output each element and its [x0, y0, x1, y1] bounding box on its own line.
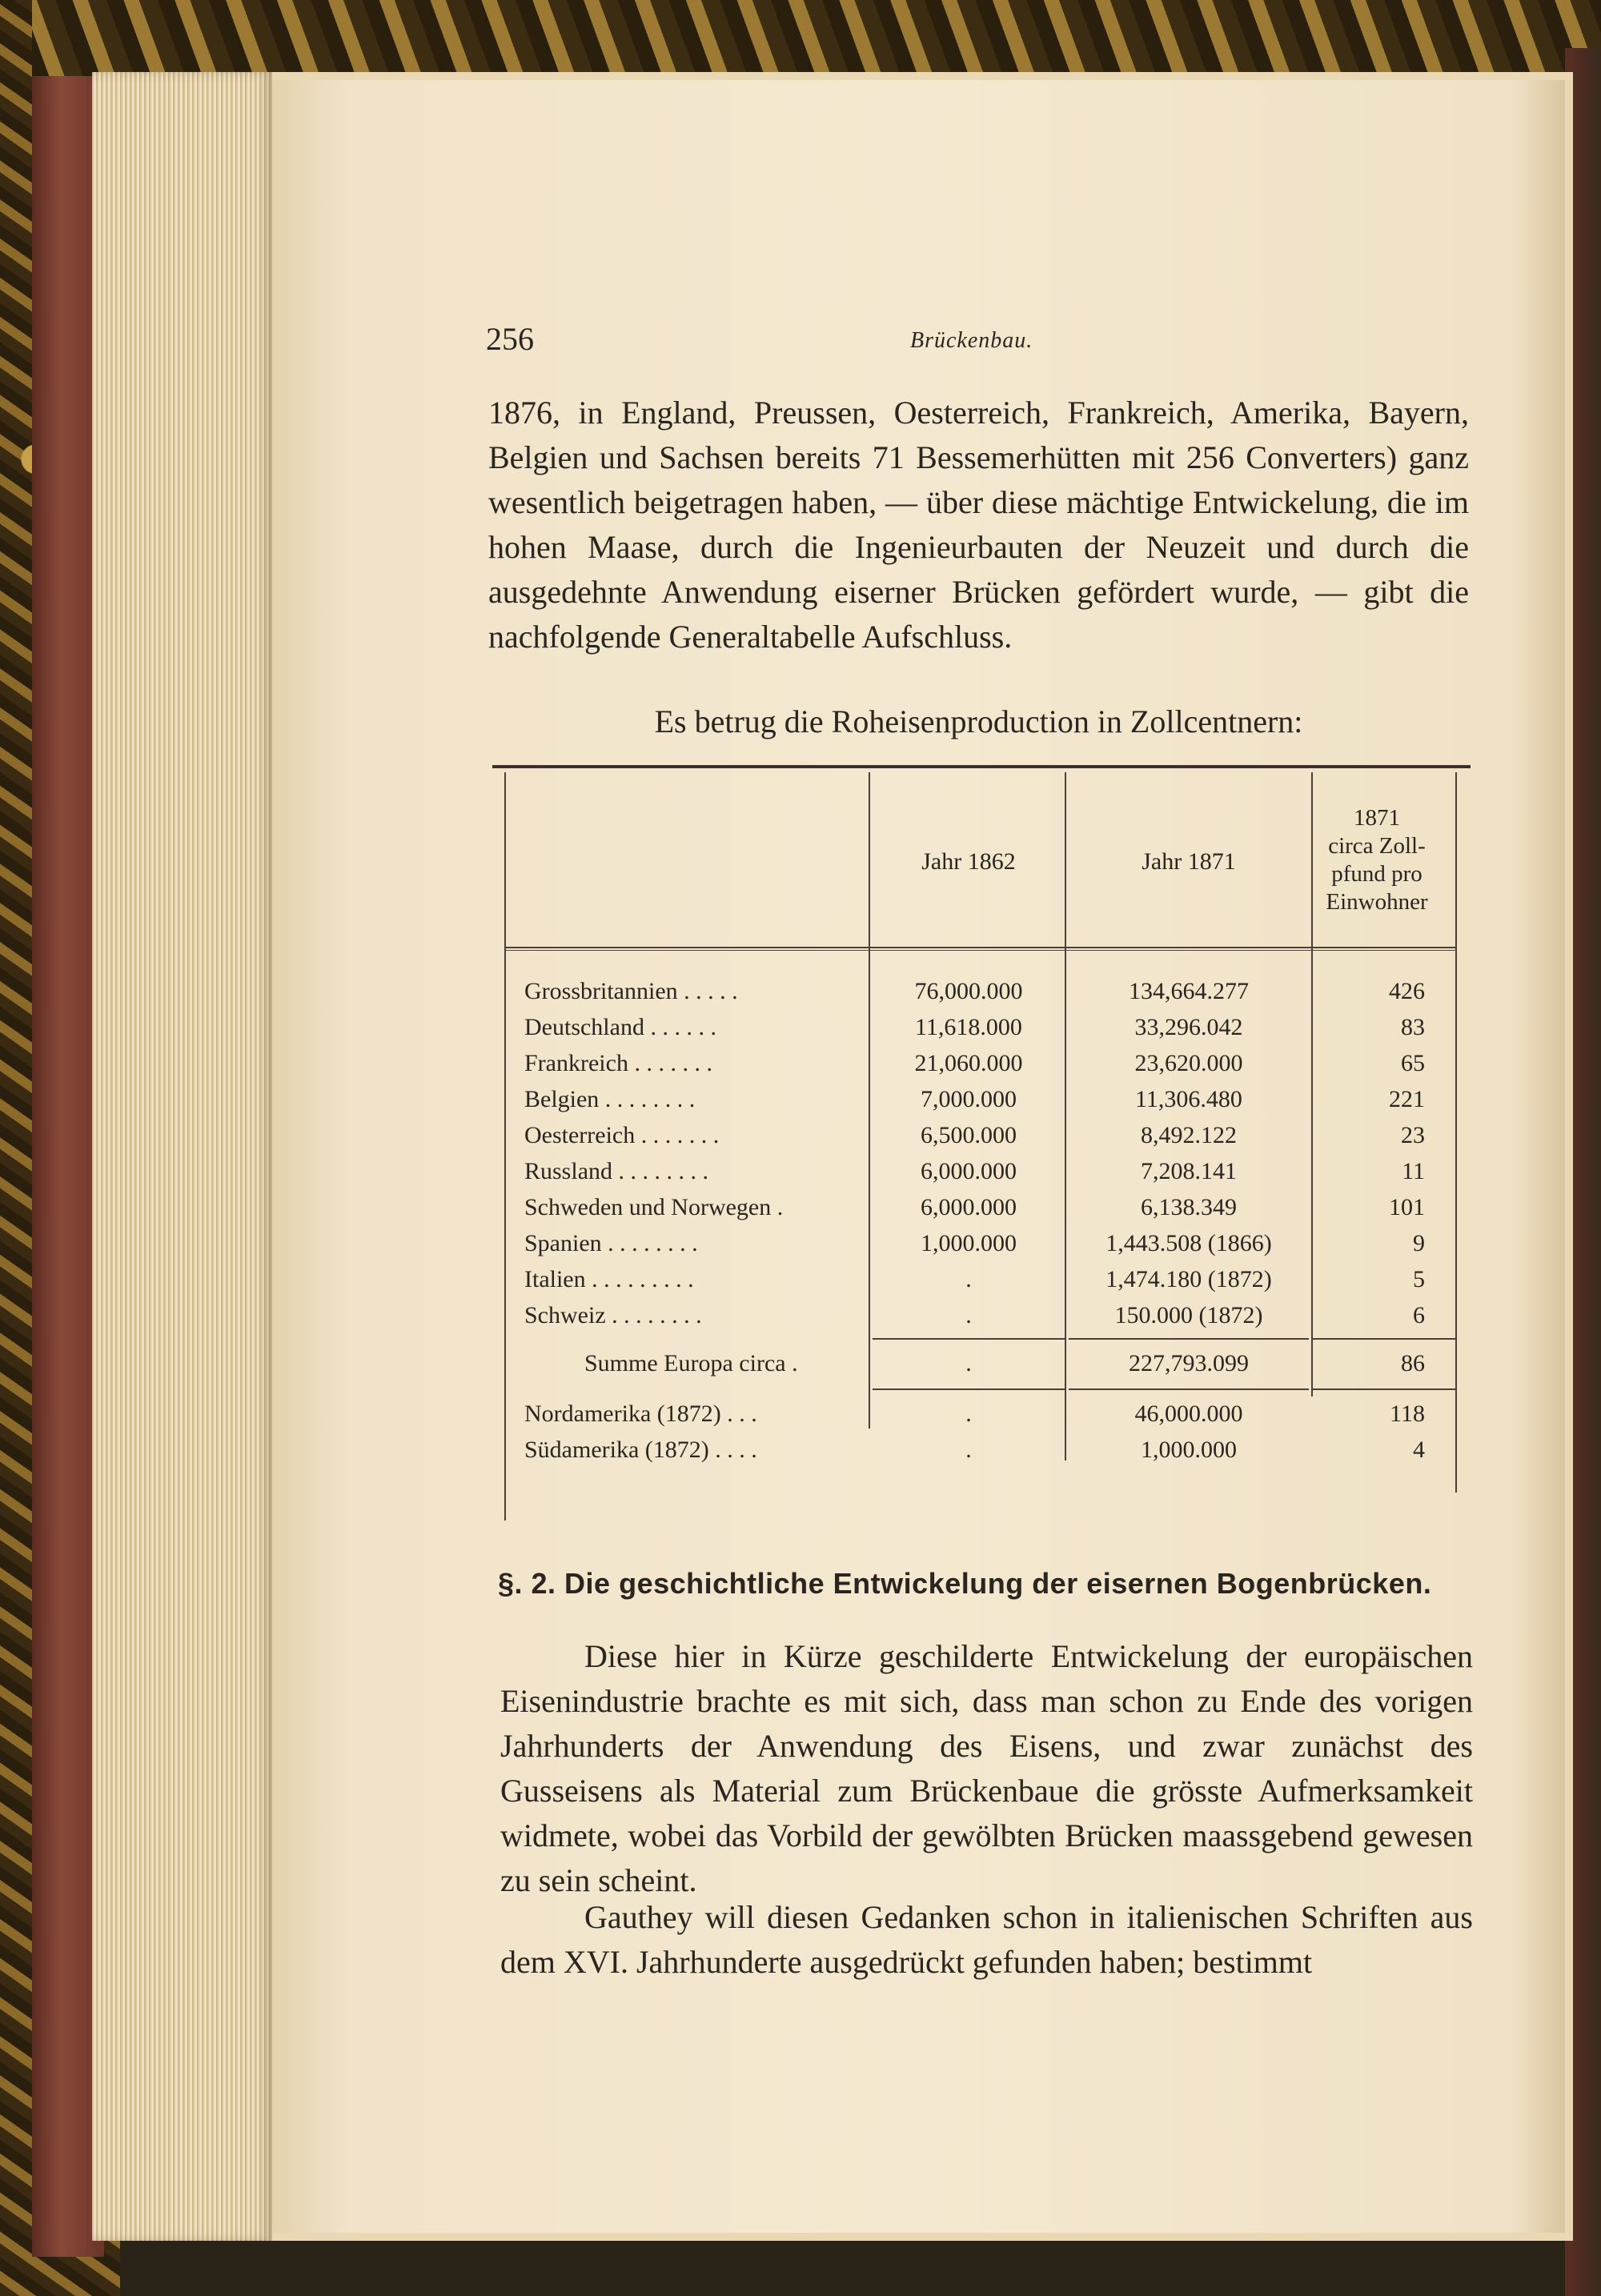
table-row	[504, 1050, 1457, 1086]
table-row	[504, 1302, 1457, 1338]
cell-1871: 1,443.508 (1866)	[1105, 1230, 1272, 1256]
cell-1862: 76,000.000	[914, 978, 1023, 1004]
cell-1862: 1,000.000	[921, 1230, 1017, 1256]
table-row	[504, 1122, 1457, 1158]
cell-1862: 21,060.000	[914, 1050, 1023, 1076]
sum-rule	[1313, 1338, 1457, 1340]
header-per-capita	[1305, 804, 1449, 916]
cell-1871: 6,138.349	[1141, 1194, 1237, 1220]
page-edges	[92, 72, 272, 2241]
table-row	[504, 978, 1457, 1014]
sum-rule	[1313, 1388, 1457, 1390]
header-per-capita-line: Einwohner	[1326, 889, 1428, 915]
cell-1871: 8,492.122	[1141, 1122, 1237, 1148]
cell-country: Frankreich . . . . . . .	[524, 1050, 712, 1076]
cell-1862: 6,500.000	[921, 1122, 1017, 1148]
cell-1871: 46,000.000	[1134, 1400, 1243, 1427]
cell-per-capita: 4	[1413, 1437, 1425, 1463]
running-header	[486, 320, 1467, 360]
sum-rule	[1069, 1388, 1309, 1390]
cell-per-capita: 6	[1413, 1302, 1425, 1328]
table-row	[504, 1194, 1457, 1230]
cell-1862: 11,618.000	[915, 1014, 1022, 1040]
cell-per-capita: 83	[1401, 1014, 1425, 1040]
cell-1862: .	[965, 1350, 972, 1376]
table-row	[504, 1437, 1457, 1473]
cell-1862: .	[965, 1302, 972, 1328]
running-title: Brückenbau.	[910, 328, 1033, 353]
cell-country: Summe Europa circa .	[584, 1350, 798, 1376]
cell-country: Deutschland . . . . . .	[524, 1014, 716, 1040]
cell-1862: 7,000.000	[921, 1086, 1017, 1112]
header-jahr-1871: Jahr 1871	[1142, 848, 1236, 875]
header-jahr-1862: Jahr 1862	[921, 848, 1016, 875]
cell-per-capita: 221	[1389, 1086, 1425, 1112]
sum-rule	[873, 1338, 1065, 1340]
cell-1871: 227,793.099	[1129, 1350, 1249, 1376]
table-row	[504, 1230, 1457, 1266]
page-number: 256	[486, 321, 534, 357]
header-rule	[504, 947, 1457, 951]
table-row	[504, 1400, 1457, 1437]
table-sum-row	[504, 1350, 1457, 1386]
cell-per-capita: 9	[1413, 1230, 1425, 1256]
cell-country: Grossbritannien . . . . .	[524, 978, 738, 1004]
cell-per-capita: 426	[1389, 978, 1425, 1004]
cell-country: Südamerika (1872) . . . .	[524, 1437, 757, 1463]
cell-1871: 23,620.000	[1134, 1050, 1243, 1076]
cell-1871: 1,000.000	[1141, 1437, 1237, 1463]
sum-rule	[1069, 1338, 1309, 1340]
table-row	[504, 1014, 1457, 1050]
cell-1862: .	[965, 1266, 972, 1292]
cell-1871: 33,296.042	[1134, 1014, 1243, 1040]
paragraph-3: Gauthey will diesen Gedanken schon in italienischen Schriften aus dem XVI. Jahrhunderte ausgedrückt gefunden haben; bestimmt	[500, 1899, 1473, 1980]
cell-1862: .	[965, 1400, 972, 1427]
cell-1871: 1,474.180 (1872)	[1105, 1266, 1272, 1292]
table-row	[504, 1158, 1457, 1194]
cell-country: Schweden und Norwegen .	[524, 1194, 784, 1220]
cell-country: Italien . . . . . . . . .	[524, 1266, 694, 1292]
table-row	[504, 1266, 1457, 1302]
cell-country: Nordamerika (1872) . . .	[524, 1400, 757, 1427]
cell-per-capita: 5	[1413, 1266, 1425, 1292]
cell-per-capita: 65	[1401, 1050, 1425, 1076]
cell-1862: 6,000.000	[921, 1194, 1017, 1220]
cell-country: Spanien . . . . . . . .	[524, 1230, 698, 1256]
cell-1862: .	[965, 1437, 972, 1463]
cell-1871: 7,208.141	[1141, 1158, 1237, 1184]
cell-1862: 6,000.000	[921, 1158, 1017, 1184]
cell-per-capita: 23	[1401, 1122, 1425, 1148]
cell-1871: 134,664.277	[1129, 978, 1249, 1004]
book-cover-top	[32, 0, 1601, 76]
table-row	[504, 1086, 1457, 1122]
cell-country: Belgien . . . . . . . .	[524, 1086, 696, 1112]
header-per-capita-line: pfund pro	[1331, 861, 1422, 887]
cell-per-capita: 101	[1389, 1194, 1425, 1220]
cell-per-capita: 11	[1402, 1158, 1425, 1184]
header-per-capita-line: 1871	[1354, 805, 1400, 831]
section-heading: §. 2. Die geschichtliche Entwickelung der eisernen Bogenbrücken.	[498, 1567, 1432, 1600]
table-top-rule	[492, 765, 1471, 768]
cell-1871: 11,306.480	[1135, 1086, 1242, 1112]
paragraph-1: 1876, in England, Preussen, Oesterreich, Frankreich, Amerika, Bayern, Belgien und Sachsen bereits 71 Bessemerhütten mit 256 Converters) ganz wesentlich beigetragen haben, — über diese mächtige Entwickelung, die im hohen Maase, durch die Ingenieurbauten der Neuzeit und durch die ausgedehnte Anwendung eiserner Brücken gefördert wurde, — gibt die nachfolgende Generaltabelle Aufschluss.	[488, 395, 1469, 655]
table-intro: Es betrug die Roheisenproduction in Zollcentnern:	[654, 703, 1303, 739]
cell-per-capita: 86	[1401, 1350, 1425, 1376]
paragraph-2: Diese hier in Kürze geschilderte Entwickelung der europäischen Eisenindustrie brachte es mit sich, dass man schon zu Ende des vorigen Jahrhunderts der Anwendung des Eisens, und zwar zunächst des Gusseisens als Material zum Brückenbaue die grösste Aufmerksamkeit widmete, wobei das Vorbild der gewölbten Brücken maassgebend gewesen zu sein scheint.	[500, 1638, 1473, 1898]
header-per-capita-line: circa Zoll-	[1328, 833, 1426, 859]
cell-country: Russland . . . . . . . .	[524, 1158, 709, 1184]
cell-1871: 150.000 (1872)	[1114, 1302, 1263, 1328]
cell-country: Schweiz . . . . . . . .	[524, 1302, 702, 1328]
cell-country: Oesterreich . . . . . . .	[524, 1122, 720, 1148]
sum-rule	[873, 1388, 1065, 1390]
cell-per-capita: 118	[1390, 1400, 1425, 1427]
